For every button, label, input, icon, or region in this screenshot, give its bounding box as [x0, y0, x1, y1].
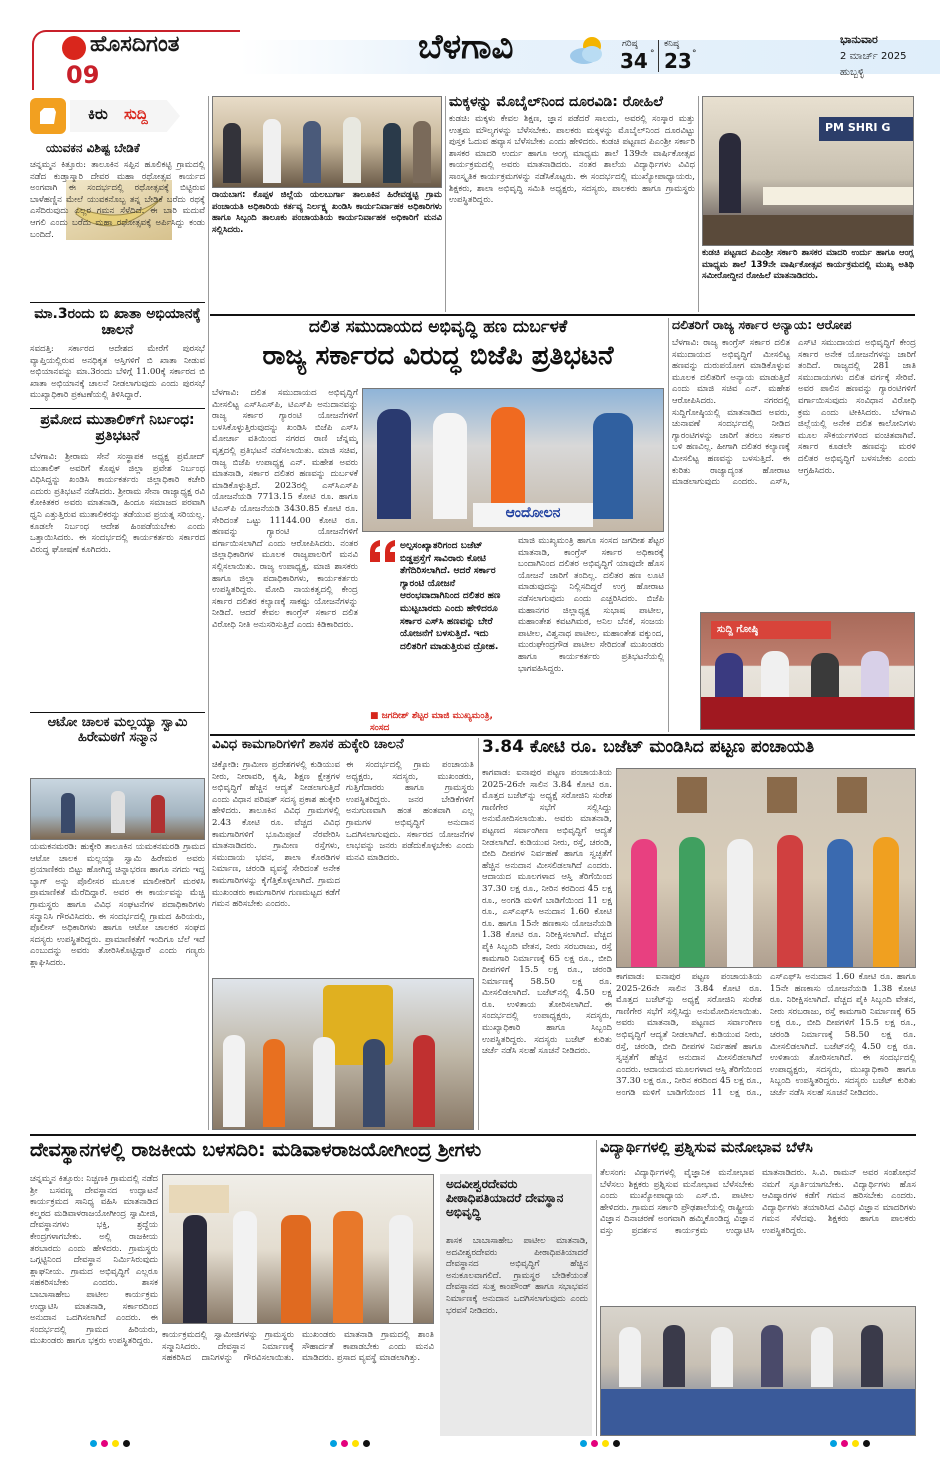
works-ceremony-photo [212, 978, 474, 1130]
quote-marks-icon [368, 538, 398, 564]
kirusuddi-story4-headline: ಆಟೋ ಚಾಲಕ ಮಲ್ಲಯ್ಯಾ ಸ್ವಾಮಿ ಹಿರೇಮಠಗೆ ಸನ್ಮಾನ [47, 716, 188, 745]
print-mark-cyan [330, 1440, 337, 1447]
print-mark-cyan [580, 1440, 587, 1447]
divider [210, 734, 915, 736]
weather-divider [658, 40, 659, 72]
masthead [0, 0, 945, 90]
kirusuddi-story1-headline: ಯುವಕನ ವಿಶಿಷ್ಟ ಬೇಡಿಕೆ [46, 142, 140, 155]
print-mark-yellow [852, 1440, 859, 1447]
temple-story-headline: ದೇವಸ್ಥಾನಗಳಲ್ಲಿ ರಾಜಕೀಯ ಬಳಸದಿರಿ: ಮಡಿವಾಳರಾಜಯೋಗೀಂದ್ರ ಶ್ರೀಗಳು [30, 1140, 482, 1161]
bjp-story-kicker: ದಲಿತ ಸಮುದಾಯದ ಅಭಿವೃದ್ಧಿ ಹಣ ದುರ್ಬಳಕೆ [308, 318, 568, 337]
right-story-body: ಬೆಳಗಾವಿ: ರಾಜ್ಯ ಕಾಂಗ್ರೆಸ್ ಸರ್ಕಾರ ದಲಿತ ಸಮುದಾಯದ ಅಭಿವೃದ್ಧಿಗೆ ಮೀಸಲಿಟ್ಟ ಹಣವನ್ನು ದುರುಪಯೋಗ ಮಾಡಿಕೊಳ್ಳುವ ಮೂಲಕ ದಲಿತರಿಗೆ ಅನ್ಯಾಯ ಮಾಡುತ್ತಿದೆ ಎಂದು ಮಾಜಿ ಸಚಿವ ಎನ್. ಮಹೇಶ ಆರೋಪಿಸಿದರು. ನಗರದಲ್ಲಿ ಸುದ್ದಿಗೋಷ್ಠಿಯಲ್ಲಿ ಮಾತನಾಡಿದ ಅವರು, ಚುನಾವಣೆ ಸಂದರ್ಭದಲ್ಲಿ ನೀಡಿದ ಗ್ಯಾರಂಟಿಗಳನ್ನು ಜಾರಿಗೆ ತರಲು ಸರ್ಕಾರ ಬಳಿ ಹಣವಿಲ್ಲ. ಹೀಗಾಗಿ ದಲಿತರ ಕಲ್ಯಾಣಕ್ಕೆ ಮೀಸಲಿಟ್ಟ ಹಣವನ್ನು ಬಳಸುತ್ತಿದೆ. ಈ ಕುರಿತು ರಾಜ್ಯಾದ್ಯಂತ ಹೋರಾಟ ಮಾಡಲಾಗುವುದು ಎಂದರು. ಎಸ್‌ಸಿ, ಎಸ್‌ಟಿ ಸಮುದಾಯದ ಅಭಿವೃದ್ಧಿಗೆ ಕೇಂದ್ರ ಸರ್ಕಾರ ಅನೇಕ ಯೋಜನೆಗಳನ್ನು ಜಾರಿಗೆ ತಂದಿದೆ. ರಾಜ್ಯದಲ್ಲಿ 281 ಜಾತಿ ಸಮುದಾಯಗಳು ದಲಿತ ವರ್ಗಕ್ಕೆ ಸೇರಿವೆ. ಅವರ ಪಾಲಿನ ಹಣವನ್ನು ಗ್ಯಾರಂಟಿಗಳಿಗೆ ವರ್ಗಾಯಿಸುವುದು ಸಂವಿಧಾನ ವಿರೋಧಿ ಕ್ರಮ ಎಂದು ಟೀಕಿಸಿದರು. ಬೆಳಗಾವಿ ಜಿಲ್ಲೆಯಲ್ಲಿ ಅನೇಕ ದಲಿತ ಕಾಲೋನಿಗಳು ಮೂಲ ಸೌಕರ್ಯಗಳಿಂದ ವಂಚಿತವಾಗಿವೆ. ಸರ್ಕಾರ ಕೂಡಲೇ ಹಣವನ್ನು ಮರಳಿ ದಲಿತರ ಅಭಿವೃದ್ಧಿಗೆ ಬಳಸಬೇಕು ಎಂದು ಆಗ್ರಹಿಸಿದರು. [672, 338, 916, 488]
temple-story-body: ಚನ್ನಮ್ಮನ ಕಿತ್ತೂರು: ನಿಚ್ಚಣಕಿ ಗ್ರಾಮದಲ್ಲಿ ನಡೆದ ಶ್ರೀ ಬಸವಣ್ಣ ದೇವಸ್ಥಾನದ ಉದ್ಘಾಟನೆ ಕಾರ್ಯಕ್ರಮದ ಸಾನಿಧ್ಯ ವಹಿಸಿ ಮಾತನಾಡಿದ ಕಲ್ಮಠದ ಮಡಿವಾಳರಾಜಯೋಗೀಂದ್ರ ಸ್ವಾಮೀಜಿ, ದೇವಸ್ಥಾನಗಳು ಭಕ್ತಿ, ಶ್ರದ್ಧೆಯ ಕೇಂದ್ರಗಳಾಗಬೇಕು. ಅಲ್ಲಿ ರಾಜಕೀಯ ತರಬಾರದು ಎಂದು ಹೇಳಿದರು. ಗ್ರಾಮಸ್ಥರು ಒಗ್ಗಟ್ಟಿನಿಂದ ದೇವಸ್ಥಾನ ನಿರ್ಮಿಸಿರುವುದು ಶ್ಲಾಘನೀಯ. ಗ್ರಾಮದ ಅಭಿವೃದ್ಧಿಗೆ ಎಲ್ಲರೂ ಸಹಕರಿಸಬೇಕು ಎಂದರು. ಶಾಸಕ ಬಾಬಾಸಾಹೇಬ ಪಾಟೀಲ ಕಾರ್ಯಕ್ರಮ ಉದ್ಘಾಟಿಸಿ ಮಾತನಾಡಿ, ಸರ್ಕಾರದಿಂದ ಅನುದಾನ ಒದಗಿಸಲಾಗಿದೆ ಎಂದರು. ಈ ಸಂದರ್ಭದಲ್ಲಿ ಗ್ರಾಮದ ಹಿರಿಯರು, ಮುಖಂಡರು ಹಾಗೂ ಭಕ್ತರು ಉಪಸ್ಥಿತರಿದ್ದರು. [30, 1174, 158, 1347]
divider [30, 1134, 916, 1136]
weather-icon [566, 32, 610, 68]
kirusuddi-story3-body: ಬೆಳಗಾವಿ: ಶ್ರೀರಾಮ ಸೇನೆ ಸಂಸ್ಥಾಪಕ ಅಧ್ಯಕ್ಷ ಪ್ರಮೋದ್ ಮುತಾಲಿಕ್ ಅವರಿಗೆ ಕೊಪ್ಪಳ ಜಿಲ್ಲಾ ಪ್ರವೇಶ ನಿರ್ಬಂಧ ವಿಧಿಸಿದ್ದನ್ನು ಖಂಡಿಸಿ ಕಾರ್ಯಕರ್ತರು ಜಿಲ್ಲಾಧಿಕಾರಿ ಕಚೇರಿ ಎದುರು ಪ್ರತಿಭಟನೆ ನಡೆಸಿದರು. ಶ್ರೀರಾಮ ಸೇನಾ ರಾಜ್ಯಾಧ್ಯಕ್ಷ ರವಿ ಕೋಕಿತಕರ ಅವರು ಮಾತನಾಡಿ, ಹಿಂದೂ ಸಮಾಜದ ಪರವಾಗಿ ಧ್ವನಿ ಎತ್ತುತ್ತಿರುವ ಮುತಾಲಿಕರನ್ನು ತಡೆಯುವ ಪ್ರಯತ್ನ ಸರಿಯಲ್ಲ. ಕೂಡಲೇ ನಿರ್ಬಂಧ ಆದೇಶ ಹಿಂಪಡೆಯಬೇಕು ಎಂದು ಒತ್ತಾಯಿಸಿದರು. ಈ ಸಂದರ್ಭದಲ್ಲಿ ಕಾರ್ಯಕರ್ತರು ಸರ್ಕಾರದ ವಿರುದ್ಧ ಘೋಷಣೆ ಕೂಗಿದರು. [30, 452, 205, 555]
press-meet-banner: ಸುದ್ದಿ ಗೋಷ್ಠಿ [711, 621, 831, 639]
bjp-story-body: ಬೆಳಗಾವಿ: ದಲಿತ ಸಮುದಾಯದ ಅಭಿವೃದ್ಧಿಗೆ ಮೀಸಲಿಟ್ಟ ಎಸ್‌ಸಿಎಸ್‌ಪಿ, ಟಿಎಸ್‌ಪಿ ಅನುದಾನವನ್ನು ರಾಜ್ಯ ಸರ್ಕಾರ ಗ್ಯಾರಂಟಿ ಯೋಜನೆಗಳಿಗೆ ಬಳಸಿಕೊಳ್ಳುತ್ತಿರುವುದನ್ನು ಖಂಡಿಸಿ ಬಿಜೆಪಿ ಎಸ್‌ಸಿ ಮೋರ್ಚಾ ವತಿಯಿಂದ ನಗರದ ರಾಣಿ ಚೆನ್ನಮ್ಮ ವೃತ್ತದಲ್ಲಿ ಪ್ರತಿಭಟನೆ ನಡೆಸಲಾಯಿತು. ಮಾಜಿ ಸಚಿವ, ರಾಜ್ಯ ಬಿಜೆಪಿ ಉಪಾಧ್ಯಕ್ಷ ಎನ್. ಮಹೇಶ ಅವರು ಮಾತನಾಡಿ, ಸರ್ಕಾರ ದಲಿತರ ಹಣವನ್ನು ದುರ್ಬಳಕೆ ಮಾಡಿಕೊಳ್ಳುತ್ತಿದೆ. 2023ರಲ್ಲಿ ಎಸ್‌ಸಿಎಸ್‌ಪಿ ಯೋಜನೆಯಡಿ 7713.15 ಕೋಟಿ ರೂ. ಹಾಗೂ ಟಿಎಸ್‌ಪಿ ಯೋಜನೆಯಡಿ 3430.85 ಕೋಟಿ ರೂ. ಸೇರಿದಂತೆ ಒಟ್ಟು 11144.00 ಕೋಟಿ ರೂ. ಹಣವನ್ನು ಗ್ಯಾರಂಟಿ ಯೋಜನೆಗಳಿಗೆ ವರ್ಗಾಯಿಸಲಾಗಿದೆ ಎಂದು ಆರೋಪಿಸಿದರು. ನಂತರ ಜಿಲ್ಲಾಧಿಕಾರಿಗಳ ಮೂಲಕ ರಾಜ್ಯಪಾಲರಿಗೆ ಮನವಿ ಸಲ್ಲಿಸಲಾಯಿತು. ರಾಜ್ಯ ಉಪಾಧ್ಯಕ್ಷ, ಮಾಜಿ ಶಾಸಕರು ಹಾಗೂ ಜಿಲ್ಲಾ ಪದಾಧಿಕಾರಿಗಳು, ಕಾರ್ಯಕರ್ತರು ಉಪಸ್ಥಿತರಿದ್ದರು. ಮೋದಿ ನಾಯಕತ್ವದಲ್ಲಿ ಕೇಂದ್ರ ಸರ್ಕಾರ ದಲಿತರ ಕಲ್ಯಾಣಕ್ಕೆ ಸಾಕಷ್ಟು ಯೋಜನೆಗಳನ್ನು ನೀಡಿದೆ. ಆದರೆ ಕೇವಲ ಕಾಂಗ್ರೆಸ್ ಸರ್ಕಾರ ದಲಿತ ವಿರೋಧಿ ನೀತಿ ಅನುಸರಿಸುತ್ತಿದೆ ಎಂದು ಕಿಡಿಕಾರಿದರು. [212, 388, 358, 630]
print-mark-cyan [830, 1440, 837, 1447]
date: 2 ಮಾರ್ಚ್ 2025 [840, 51, 907, 62]
budget-story-body-tail: ಕಾಗವಾಡ: ಐನಾಪುರ ಪಟ್ಟಣ ಪಂಚಾಯತಿಯ 2025-26ನೇ ಸಾಲಿನ 3.84 ಕೋಟಿ ರೂ. ಮೊತ್ತದ ಬಜೆಟ್‌ನ್ನು ಅಧ್ಯಕ್ಷೆ ಸರೋಜಿನಿ ಸುರೇಶ ಗಾಣಿಗೇರ ಸಭೆಗೆ ಸಲ್ಲಿಸಿದ್ದು ಅನುಮೋದಿಸಲಾಯಿತು. ಅವರು ಮಾತನಾಡಿ, ಪಟ್ಟಣದ ಸರ್ವಾಂಗೀಣ ಅಭಿವೃದ್ಧಿಗೆ ಆದ್ಯತೆ ನೀಡಲಾಗಿದೆ. ಕುಡಿಯುವ ನೀರು, ರಸ್ತೆ, ಚರಂಡಿ, ಬೀದಿ ದೀಪಗಳ ನಿರ್ವಹಣೆ ಹಾಗೂ ಸ್ವಚ್ಛತೆಗೆ ಹೆಚ್ಚಿನ ಅನುದಾನ ಮೀಸಲಿಡಲಾಗಿದೆ ಎಂದರು. ಆದಾಯದ ಮೂಲಗಳಾದ ಆಸ್ತಿ ತೆರಿಗೆಯಿಂದ 37.30 ಲಕ್ಷ ರೂ., ನೀರಿನ ಕರದಿಂದ 45 ಲಕ್ಷ ರೂ., ಅಂಗಡಿ ಮಳಿಗೆ ಬಾಡಿಗೆಯಿಂದ 11 ಲಕ್ಷ ರೂ., ಎಸ್‌ಎಫ್‌ಸಿ ಅನುದಾನ 1.60 ಕೋಟಿ ರೂ. ಹಾಗೂ 15ನೇ ಹಣಕಾಸು ಯೋಜನೆಯಡಿ 1.38 ಕೋಟಿ ರೂ. ನಿರೀಕ್ಷಿಸಲಾಗಿದೆ. ವೆಚ್ಚದ ಪೈಕಿ ಸಿಬ್ಬಂದಿ ವೇತನ, ನೀರು ಸರಬರಾಜು, ರಸ್ತೆ ಕಾಮಗಾರಿ ನಿರ್ಮಾಣಕ್ಕೆ 65 ಲಕ್ಷ ರೂ., ಬೀದಿ ದೀಪಗಳಿಗೆ 15.5 ಲಕ್ಷ ರೂ., ಚರಂಡಿ ನಿರ್ಮಾಣಕ್ಕೆ 58.50 ಲಕ್ಷ ರೂ. ಮೀಸಲಿಡಲಾಗಿದೆ. ಬಜೆಟ್‌ನಲ್ಲಿ 4.50 ಲಕ್ಷ ರೂ. ಉಳಿತಾಯ ತೋರಿಸಲಾಗಿದೆ. ಈ ಸಂದರ್ಭದಲ್ಲಿ ಉಪಾಧ್ಯಕ್ಷರು, ಸದಸ್ಯರು, ಮುಖ್ಯಾಧಿಕಾರಿ ಹಾಗೂ ಸಿಬ್ಬಂದಿ ಉಪಸ್ಥಿತರಿದ್ದರು. ಸದಸ್ಯರು ಬಜೆಟ್ ಕುರಿತು ಚರ್ಚೆ ನಡೆಸಿ ಸಲಹೆ ಸೂಚನೆ ನೀಡಿದರು. [616, 972, 916, 1098]
print-mark-yellow [112, 1440, 119, 1447]
divider [30, 302, 205, 303]
weather-min-temp: 23 [664, 50, 692, 73]
kirusuddi-story4-body: ಯಮಕನಮರಡಿ: ಹುಕ್ಕೇರಿ ತಾಲೂಕಿನ ಯಮಕನಮರಡಿ ಗ್ರಾಮದ ಆಟೋ ಚಾಲಕ ಮಲ್ಲಯ್ಯಾ ಸ್ವಾಮಿ ಹಿರೇಮಠ ಅವರು ಪ್ರಯಾಣಿಕರು ಬಿಟ್ಟು ಹೋಗಿದ್ದ ಚಿನ್ನಾಭರಣ ಹಾಗೂ ನಗದು ಇದ್ದ ಬ್ಯಾಗ್ ಅನ್ನು ಪೊಲೀಸರ ಮೂಲಕ ಮಾಲೀಕರಿಗೆ ಮರಳಿಸಿ ಪ್ರಾಮಾಣಿಕತೆ ಮೆರೆದಿದ್ದಾರೆ. ಅವರ ಈ ಕಾರ್ಯವನ್ನು ಮೆಚ್ಚಿ ಗ್ರಾಮಸ್ಥರು ಹಾಗೂ ವಿವಿಧ ಸಂಘಟನೆಗಳ ಪದಾಧಿಕಾರಿಗಳು ಸನ್ಮಾನಿಸಿ ಗೌರವಿಸಿದರು. ಈ ಸಂದರ್ಭದಲ್ಲಿ ಗ್ರಾಮದ ಹಿರಿಯರು, ಪೊಲೀಸ್ ಅಧಿಕಾರಿಗಳು ಹಾಗೂ ಆಟೋ ಚಾಲಕರ ಸಂಘದ ಸದಸ್ಯರು ಉಪಸ್ಥಿತರಿದ್ದರು. ಪ್ರಾಮಾಣಿಕತೆಗೆ ಇಂದಿಗೂ ಬೆಲೆ ಇದೆ ಎಂಬುದನ್ನು ಅವರು ತೋರಿಸಿಕೊಟ್ಟಿದ್ದಾರೆ ಎಂದು ಗಣ್ಯರು ಶ್ಲಾಘಿಸಿದರು. [30, 842, 205, 968]
print-mark-magenta [591, 1440, 598, 1447]
works-story-body2: ಈ ಸಂದರ್ಭದಲ್ಲಿ ಗ್ರಾಮ ಪಂಚಾಯತಿ ಅಧ್ಯಕ್ಷರು, ಸದಸ್ಯರು, ಮುಖಂಡರು, ಗುತ್ತಿಗೆದಾರರು ಹಾಗೂ ಗ್ರಾಮಸ್ಥರು ಉಪಸ್ಥಿತರಿದ್ದರು. ಜನರ ಬೇಡಿಕೆಗಳಿಗೆ ಅನುಗುಣವಾಗಿ ಹಂತ ಹಂತವಾಗಿ ಎಲ್ಲ ಗ್ರಾಮಗಳ ಅಭಿವೃದ್ಧಿಗೆ ಅನುದಾನ ಒದಗಿಸಲಾಗುವುದು. ಸರ್ಕಾರದ ಯೋಜನೆಗಳ ಲಾಭವನ್ನು ಜನರು ಪಡೆದುಕೊಳ್ಳಬೇಕು ಎಂದು ಮನವಿ ಮಾಡಿದರು. [346, 760, 474, 863]
column-rule [596, 1140, 597, 1436]
students-story-headline: ವಿದ್ಯಾರ್ಥಿಗಳಲ್ಲಿ ಪ್ರಶ್ನಿಸುವ ಮನೋಭಾವ ಬೆಳೆಸಿ [600, 1140, 813, 1156]
divider [210, 314, 915, 316]
budget-story-body-continued [616, 972, 916, 1130]
print-color-marks [90, 1440, 130, 1447]
print-mark-magenta [841, 1440, 848, 1447]
temple-sidebar-body: ಶಾಸಕ ಬಾಬಾಸಾಹೇಬ ಪಾಟೀಲ ಮಾತನಾಡಿ, ಅದವೀಶ್ವರದೇವರು ಪೀಠಾಧಿಪತಿಯಾದರೆ ದೇವಸ್ಥಾನದ ಅಭಿವೃದ್ಧಿಗೆ ಹೆಚ್ಚಿನ ಅನುಕೂಲವಾಗಲಿದೆ. ಗ್ರಾಮಸ್ಥರ ಬೇಡಿಕೆಯಂತೆ ದೇವಸ್ಥಾನದ ಸುತ್ತ ಕಾಂಪೌಂಡ್ ಹಾಗೂ ಸಭಾಭವನ ನಿರ್ಮಾಣಕ್ಕೆ ಅನುದಾನ ಒದಗಿಸಲಾಗುವುದು ಎಂದು ಭರವಸೆ ನೀಡಿದರು. [446, 1236, 588, 1316]
kirusuddi-label-a: ಕಿರು [88, 106, 108, 123]
kirusuddi-story2-headline: ಮಾ.3ರಂದು ಬಿ ಖಾತಾ ಅಭಿಯಾನಕ್ಕೆ ಚಾಲನೆ [34, 306, 201, 339]
budget-story-body: ಕಾಗವಾಡ: ಐನಾಪುರ ಪಟ್ಟಣ ಪಂಚಾಯತಿಯ 2025-26ನೇ ಸಾಲಿನ 3.84 ಕೋಟಿ ರೂ. ಮೊತ್ತದ ಬಜೆಟ್‌ನ್ನು ಅಧ್ಯಕ್ಷೆ ಸರೋಜಿನಿ ಸುರೇಶ ಗಾಣಿಗೇರ ಸಭೆಗೆ ಸಲ್ಲಿಸಿದ್ದು ಅನುಮೋದಿಸಲಾಯಿತು. ಅವರು ಮಾತನಾಡಿ, ಪಟ್ಟಣದ ಸರ್ವಾಂಗೀಣ ಅಭಿವೃದ್ಧಿಗೆ ಆದ್ಯತೆ ನೀಡಲಾಗಿದೆ. ಕುಡಿಯುವ ನೀರು, ರಸ್ತೆ, ಚರಂಡಿ, ಬೀದಿ ದೀಪಗಳ ನಿರ್ವಹಣೆ ಹಾಗೂ ಸ್ವಚ್ಛತೆಗೆ ಹೆಚ್ಚಿನ ಅನುದಾನ ಮೀಸಲಿಡಲಾಗಿದೆ ಎಂದರು. ಆದಾಯದ ಮೂಲಗಳಾದ ಆಸ್ತಿ ತೆರಿಗೆಯಿಂದ 37.30 ಲಕ್ಷ ರೂ., ನೀರಿನ ಕರದಿಂದ 45 ಲಕ್ಷ ರೂ., ಅಂಗಡಿ ಮಳಿಗೆ ಬಾಡಿಗೆಯಿಂದ 11 ಲಕ್ಷ ರೂ., ಎಸ್‌ಎಫ್‌ಸಿ ಅನುದಾನ 1.60 ಕೋಟಿ ರೂ. ಹಾಗೂ 15ನೇ ಹಣಕಾಸು ಯೋಜನೆಯಡಿ 1.38 ಕೋಟಿ ರೂ. ನಿರೀಕ್ಷಿಸಲಾಗಿದೆ. ವೆಚ್ಚದ ಪೈಕಿ ಸಿಬ್ಬಂದಿ ವೇತನ, ನೀರು ಸರಬರಾಜು, ರಸ್ತೆ ಕಾಮಗಾರಿ ನಿರ್ಮಾಣಕ್ಕೆ 65 ಲಕ್ಷ ರೂ., ಬೀದಿ ದೀಪಗಳಿಗೆ 15.5 ಲಕ್ಷ ರೂ., ಚರಂಡಿ ನಿರ್ಮಾಣಕ್ಕೆ 58.50 ಲಕ್ಷ ರೂ. ಮೀಸಲಿಡಲಾಗಿದೆ. ಬಜೆಟ್‌ನಲ್ಲಿ 4.50 ಲಕ್ಷ ರೂ. ಉಳಿತಾಯ ತೋರಿಸಲಾಗಿದೆ. ಈ ಸಂದರ್ಭದಲ್ಲಿ ಉಪಾಧ್ಯಕ್ಷರು, ಸದಸ್ಯರು, ಮುಖ್ಯಾಧಿಕಾರಿ ಹಾಗೂ ಸಿಬ್ಬಂದಿ ಉಪಸ್ಥಿತರಿದ್ದರು. ಸದಸ್ಯರು ಬಜೆಟ್ ಕುರಿತು ಚರ್ಚೆ ನಡೆಸಿ ಸಲಹೆ ಸೂಚನೆ ನೀಡಿದರು. [482, 768, 612, 1057]
science-day-photo [600, 1306, 916, 1436]
column-rule [478, 738, 479, 1130]
works-story-body: ಚಿಕ್ಕೋಡಿ: ಗ್ರಾಮೀಣ ಪ್ರದೇಶಗಳಲ್ಲಿ ಕುಡಿಯುವ ನೀರು, ನೀರಾವರಿ, ಕೃಷಿ, ಶಿಕ್ಷಣ ಕ್ಷೇತ್ರಗಳ ಅಭಿವೃದ್ಧಿಗೆ ಹೆಚ್ಚಿನ ಆದ್ಯತೆ ನೀಡಲಾಗುತ್ತಿದೆ ಎಂದು ವಿಧಾನ ಪರಿಷತ್ ಸದಸ್ಯ ಪ್ರಕಾಶ ಹುಕ್ಕೇರಿ ಹೇಳಿದರು. ತಾಲೂಕಿನ ವಿವಿಧ ಗ್ರಾಮಗಳಲ್ಲಿ 2.43 ಕೋಟಿ ರೂ. ವೆಚ್ಚದ ವಿವಿಧ ಕಾಮಗಾರಿಗಳಿಗೆ ಭೂಮಿಪೂಜೆ ನೆರವೇರಿಸಿ ಮಾತನಾಡಿದರು. ಗ್ರಾಮೀಣ ರಸ್ತೆಗಳು, ಸಮುದಾಯ ಭವನ, ಶಾಲಾ ಕೊಠಡಿಗಳ ನಿರ್ಮಾಣ, ಚರಂಡಿ ವ್ಯವಸ್ಥೆ ಸೇರಿದಂತೆ ಅನೇಕ ಕಾಮಗಾರಿಗಳನ್ನು ಕೈಗೆತ್ತಿಕೊಳ್ಳಲಾಗಿದೆ. ಗ್ರಾಮದ ಮುಖಂಡರು ಕಾಮಗಾರಿಗಳ ಗುಣಮಟ್ಟದ ಕಡೆಗೆ ಗಮನ ಹರಿಸಬೇಕು ಎಂದರು. [212, 760, 340, 910]
print-mark-yellow [352, 1440, 359, 1447]
kirusuddi-label [30, 96, 180, 136]
print-mark-cyan [90, 1440, 97, 1447]
logo-icon [62, 36, 86, 60]
print-color-marks [330, 1440, 370, 1447]
press-meet-photo [700, 612, 915, 730]
edition-title: ಬೆಳಗಾವಿ [418, 28, 514, 67]
column-rule [698, 96, 699, 312]
bjp-protest-photo [362, 388, 664, 532]
budget-meeting-photo [616, 768, 916, 968]
pm-shri-banner: PM SHRI G [819, 117, 914, 141]
city: ಹುಬ್ಬಳ್ಳಿ [840, 67, 865, 78]
bjp-quote-author: ■ ಜಗದೀಶ್ ಶೆಟ್ಟರ ಮಾಜಿ ಮುಖ್ಯಮಂತ್ರಿ, ಸಂಸದ [370, 711, 493, 733]
print-mark-black [863, 1440, 870, 1447]
top-story-3-caption: ಕುಡಚಿ ಪಟ್ಟಣದ ಪಿಎಂಶ್ರೀ ಸರ್ಕಾರಿ ಶಾಸಕರ ಮಾದರಿ ಉರ್ದು ಹಾಗೂ ಆಂಗ್ಲ ಮಾಧ್ಯಮ ಶಾಲೆ 139ನೇ ವಾರ್ಷಿಕೋತ್ಸವ ಕಾರ್ಯಕ್ರಮದಲ್ಲಿ ಮುಖ್ಯ ಅತಿಥಿ ಸಮೀರೋದ್ದೀನ ರೋಹಿಲೆ ಮಾತನಾಡಿದರು. [702, 248, 914, 281]
divider [30, 408, 205, 409]
top-story-1-caption: ರಾಯಬಾಗ: ಕೊಪ್ಪಳ ಜಿಲ್ಲೆಯ ಯಲಬುರ್ಗಾ ತಾಲೂಕಿನ ಹಿರೇವಡ್ಡಟ್ಟಿ ಗ್ರಾಮ ಪಂಚಾಯತಿ ಅಧಿಕಾರಿಯ ಕರ್ತವ್ಯ ನಿರ್ಲಕ್ಷ್ಯ ಖಂಡಿಸಿ ಕಾರ್ಯನಿರ್ವಾಹಕ ಅಧಿಕಾರಿಗಳು ಹಾಗೂ ಸಿಬ್ಬಂದಿ ತಾಲೂಕು ಪಂಚಾಯತಿಯ ಕಾರ್ಯನಿರ್ವಾಹಕ ಅಧಿಕಾರಿಗೆ ಮನವಿ ಸಲ್ಲಿಸಿದರು. [212, 190, 442, 235]
print-mark-black [123, 1440, 130, 1447]
temple-story-body2: ಕಾರ್ಯಕ್ರಮದಲ್ಲಿ ಸ್ವಾಮೀಜಿಗಳನ್ನು ಗ್ರಾಮಸ್ಥರು ಸನ್ಮಾನಿಸಿದರು. ದೇವಸ್ಥಾನ ನಿರ್ಮಾಣಕ್ಕೆ ಸಹಕರಿಸಿದ ದಾನಿಗಳನ್ನು ಗೌರವಿಸಲಾಯಿತು. ಮುಖಂಡರು ಮಾತನಾಡಿ ಗ್ರಾಮದಲ್ಲಿ ಶಾಂತಿ ಸೌಹಾರ್ದತೆ ಕಾಪಾಡಬೇಕು ಎಂದು ಮನವಿ ಮಾಡಿದರು. ಪ್ರಸಾದ ವ್ಯವಸ್ಥೆ ಮಾಡಲಾಗಿತ್ತು. [162, 1330, 434, 1364]
weather-min-label: ಕನಿಷ್ಠ [664, 39, 680, 49]
kirusuddi-story1-body: ಚನ್ನಮ್ಮನ ಕಿತ್ತೂರು: ತಾಲೂಕಿನ ಸಪ್ಪಿನ ಹೂಲಿಕಟ್ಟಿ ಗ್ರಾಮದಲ್ಲಿ ನಡೆದ ಕುಡ್ತಾಸ್ಮಾರಿ ದೇವರ ಮಹಾ ರಥೋತ್ಸವ ಕಾರ್ಯದ ಅಂಗವಾಗಿ ಈ ಸಂದರ್ಭದಲ್ಲಿ ರಥೋತ್ಸವಕ್ಕೆ ಬಿಟ್ಟಿರುವ ಬಾಳೆಹಣ್ಣಿನ ಮೇಲೆ ಯುವಕನೊಬ್ಬ ತನ್ನ ಬೇಡಿಕೆ ಬರೆದು ರಥಕ್ಕೆ ಎಸೆದಿರುವುದು ಎಲ್ಲರ ಗಮನ ಸೆಳೆದಿದೆ. ಈ ಬಾರಿ ಮದುವೆ ಆಗಲಿ ಎಂದು ಬರೆದು ಮಹಾ ರಥೋತ್ಸವಕ್ಕೆ ಅರ್ಪಿಸಿದ್ದು ಕಂಡು ಬಂದಿದೆ. [30, 160, 205, 240]
logo-text: ಹೊಸದಿಗಂತ [90, 32, 180, 57]
students-story-body: ತೆಲಸಂಗ: ವಿದ್ಯಾರ್ಥಿಗಳಲ್ಲಿ ವೈಜ್ಞಾನಿಕ ಮನೋಭಾವ ಬೆಳೆಸಲು ಶಿಕ್ಷಕರು ಪ್ರಶ್ನಿಸುವ ಮನೋಭಾವ ಬೆಳೆಸಬೇಕು ಎಂದು ಮುಖ್ಯೋಪಾಧ್ಯಾಯ ಎಸ್.ಬಿ. ಪಾಟೀಲ ಹೇಳಿದರು. ಗ್ರಾಮದ ಸರ್ಕಾರಿ ಪ್ರೌಢಶಾಲೆಯಲ್ಲಿ ರಾಷ್ಟ್ರೀಯ ವಿಜ್ಞಾನ ದಿನಾಚರಣೆ ಅಂಗವಾಗಿ ಹಮ್ಮಿಕೊಂಡಿದ್ದ ವಿಜ್ಞಾನ ವಸ್ತು ಪ್ರದರ್ಶನ ಕಾರ್ಯಕ್ರಮ ಉದ್ಘಾಟಿಸಿ ಮಾತನಾಡಿದರು. ಸಿ.ವಿ. ರಾಮನ್ ಅವರ ಸಂಶೋಧನೆ ನಮಗೆ ಸ್ಫೂರ್ತಿಯಾಗಬೇಕು. ವಿದ್ಯಾರ್ಥಿಗಳು ಹೊಸ ಆವಿಷ್ಕಾರಗಳ ಕಡೆಗೆ ಗಮನ ಹರಿಸಬೇಕು ಎಂದರು. ವಿದ್ಯಾರ್ಥಿಗಳು ತಯಾರಿಸಿದ ವಿವಿಧ ವಿಜ್ಞಾನ ಮಾದರಿಗಳು ಗಮನ ಸೆಳೆದವು. ಶಿಕ್ಷಕರು ಹಾಗೂ ಪಾಲಕರು ಉಪಸ್ಥಿತರಿದ್ದರು. [600, 1168, 916, 1236]
weather-max-label: ಗರಿಷ್ಠ [622, 39, 638, 49]
bjp-story-body2: ಮಾಜಿ ಮುಖ್ಯಮಂತ್ರಿ ಹಾಗೂ ಸಂಸದ ಜಗದೀಶ ಶೆಟ್ಟರ ಮಾತನಾಡಿ, ಕಾಂಗ್ರೆಸ್ ಸರ್ಕಾರ ಅಧಿಕಾರಕ್ಕೆ ಬಂದಾಗಿನಿಂದ ದಲಿತರ ಅಭಿವೃದ್ಧಿಗೆ ಯಾವುದೇ ಹೊಸ ಯೋಜನೆ ಜಾರಿಗೆ ತಂದಿಲ್ಲ. ದಲಿತರ ಹಣ ಲೂಟಿ ಮಾಡುವುದನ್ನು ನಿಲ್ಲಿಸದಿದ್ದರೆ ಉಗ್ರ ಹೋರಾಟ ನಡೆಸಲಾಗುವುದು ಎಂದು ಎಚ್ಚರಿಸಿದರು. ಬಿಜೆಪಿ ಮಹಾನಗರ ಜಿಲ್ಲಾಧ್ಯಕ್ಷ ಸುಭಾಷ ಪಾಟೀಲ, ಮಹಾಂತೇಶ ಕವಟಗಿಮಠ, ಅನಿಲ ಬೆನಕೆ, ಸಂಜಯ ಪಾಟೀಲ, ವಿಶ್ವನಾಥ ಪಾಟೀಲ, ಮಹಾಂತೇಶ ವಕ್ಕುಂದ, ಮುರುಘೇಂದ್ರಗೌಡ ಪಾಟೀಲ ಸೇರಿದಂತೆ ಮುಖಂಡರು ಹಾಗೂ ಕಾರ್ಯಕರ್ತರು ಪ್ರತಿಭಟನೆಯಲ್ಲಿ ಭಾಗವಹಿಸಿದ್ದರು. [518, 536, 664, 674]
top-story-2-headline: ಮಕ್ಕಳನ್ನು ಮೊಬೈಲ್‌ನಿಂದ ದೂರವಿಡಿ: ರೋಹಿಲೆ [449, 94, 663, 110]
logo-block [32, 30, 240, 90]
print-color-marks [580, 1440, 620, 1447]
day: ಭಾನುವಾರ [840, 34, 878, 46]
divider [30, 712, 205, 713]
school-anniversary-photo [702, 96, 914, 246]
works-story-headline: ವಿವಿಧ ಕಾಮಗಾರಿಗಳಿಗೆ ಶಾಸಕ ಹುಕ್ಕೇರಿ ಚಾಲನೆ [212, 738, 404, 752]
bjp-photo-banner: ಆಂದೋಲನ [473, 503, 593, 527]
kirusuddi-story3-headline: ಪ್ರಮೋದ ಮುತಾಲಿಕ್‌ಗೆ ನಿರ್ಬಂಧ: ಪ್ರತಿಭಟನೆ [40, 412, 195, 445]
weather-min-degree: ° [692, 49, 697, 59]
print-mark-magenta [101, 1440, 108, 1447]
auto-driver-photo [30, 778, 205, 840]
top-story-2-body: ಕುಡಚಿ: ಮಕ್ಕಳು ಕೇವಲ ಶಿಕ್ಷಣ, ಜ್ಞಾನ ಪಡೆದರೆ ಸಾಲದು, ಅವರಲ್ಲಿ ಸಂಸ್ಕಾರ ಮತ್ತು ಉತ್ತಮ ಮೌಲ್ಯಗಳನ್ನು ಬೆಳೆಸಬೇಕು. ಪಾಲಕರು ಮಕ್ಕಳನ್ನು ಮೊಬೈಲ್‌ನಿಂದ ದೂರವಿಟ್ಟು ಪುಸ್ತಕ ಓದುವ ಹವ್ಯಾಸ ಬೆಳೆಸಬೇಕು ಎಂದು ಹೇಳಿದರು. ಕುಡಚಿ ಪಟ್ಟಣದ ಪಿಎಂಶ್ರೀ ಸರ್ಕಾರಿ ಶಾಸಕರ ಮಾದರಿ ಉರ್ದು ಹಾಗೂ ಆಂಗ್ಲ ಮಾಧ್ಯಮ ಶಾಲೆ 139ನೇ ವಾರ್ಷಿಕೋತ್ಸವ ಕಾರ್ಯಕ್ರಮದಲ್ಲಿ ಅವರು ಮಾತನಾಡಿದರು. ನಂತರ ಶಾಲೆಯ ವಿದ್ಯಾರ್ಥಿಗಳು ವಿವಿಧ ಸಾಂಸ್ಕೃತಿಕ ಕಾರ್ಯಕ್ರಮಗಳನ್ನು ನಡೆಸಿಕೊಟ್ಟರು. ಈ ಸಂದರ್ಭದಲ್ಲಿ ಮುಖ್ಯೋಪಾಧ್ಯಾಯರು, ಶಿಕ್ಷಕರು, ಶಾಲಾ ಅಭಿವೃದ್ಧಿ ಸಮಿತಿ ಅಧ್ಯಕ್ಷರು, ಸದಸ್ಯರು, ಪಾಲಕರು ಹಾಗೂ ಗ್ರಾಮಸ್ಥರು ಉಪಸ್ಥಿತರಿದ್ದರು. [449, 114, 695, 206]
bjp-story-headline: ರಾಜ್ಯ ಸರ್ಕಾರದ ವಿರುದ್ಧ ಬಿಜೆಪಿ ಪ್ರತಿಭಟನೆ [262, 342, 614, 371]
print-mark-yellow [602, 1440, 609, 1447]
print-mark-black [363, 1440, 370, 1447]
column-rule [208, 96, 209, 1130]
print-color-marks [830, 1440, 870, 1447]
temple-felicitation-photo [162, 1174, 434, 1324]
bjp-quote: ಅಲ್ಪಸಂಖ್ಯಾತರಿಗಂದ ಬಜೆಟ್ ಬಿಡ್ಡಪ್ರಸ್ತೆಗೆ ಸಾವಿರಾರು ಕೋಟಿ ತೆಗೆದಿರಿಸಲಾಗಿದೆ. ಆದರೆ ಸರ್ಕಾರ ಗ್ಯಾರಂಟಿ ಯೋಜನೆ ಆರಂಭವಾದಾಗಿನಿಂದ ದಲಿತರ ಹಣ ಮುಟ್ಟಬಾರದು ಎಂದು ಹೇಳಿದರೂ ಸರ್ಕಾರ ಎಸ್‌ಸಿ ಹಣವನ್ನು ಬೇರೆ ಯೋಜನೆಗೆ ಬಳಸುತ್ತಿದೆ. ಇದು ದಲಿತರಿಗೆ ಮಾಡುತ್ತಿರುವ ದ್ರೋಹ. [400, 540, 501, 652]
budget-story-headline: 3.84 ಕೋಟಿ ರೂ. ಬಜೆಟ್ ಮಂಡಿಸಿದ ಪಟ್ಟಣ ಪಂಚಾಯತಿ [482, 738, 815, 757]
column-rule [668, 318, 669, 732]
kirusuddi-story2-body: ಸವದತ್ತಿ: ಸರ್ಕಾರದ ಆದೇಶದ ಮೇರೆಗೆ ಪುರಸಭೆ ವ್ಯಾಪ್ತಿಯಲ್ಲಿರುವ ಅನಧಿಕೃತ ಆಸ್ತಿಗಳಿಗೆ ಬಿ ಖಾತಾ ನೀಡುವ ಅಭಿಯಾನವನ್ನು ಮಾ.3ರಂದು ಬೆಳಿಗ್ಗೆ 11.00ಕ್ಕೆ ಸರ್ಕಾರದ ಬಿ ಖಾತಾ ಅಭಿಯಾನಕ್ಕೆ ಚಾಲನೆ ನೀಡಲಾಗುವುದು ಎಂದು ಪುರಸಭೆ ಮುಖ್ಯಾಧಿಕಾರಿ ಪ್ರಕಟಣೆಯಲ್ಲಿ ತಿಳಿಸಿದ್ದಾರೆ. [30, 344, 205, 401]
weather-max-temp: 34 [620, 50, 648, 73]
kirusuddi-label-b: ಸುದ್ದಿ [124, 106, 148, 123]
kirusuddi-hand-icon [30, 98, 66, 134]
print-mark-black [613, 1440, 620, 1447]
office-memorandum-photo [212, 96, 442, 188]
page-number: 09 [66, 62, 100, 89]
column-rule [445, 96, 446, 312]
print-mark-magenta [341, 1440, 348, 1447]
temple-sidebar-headline: ಅದವೀಶ್ವರದೇವರು ಪೀಠಾಧಿಪತಿಯಾದರೆ ದೇವಸ್ಥಾನ ಅಭಿವೃದ್ಧಿ [446, 1178, 564, 1219]
weather-max-degree: ° [650, 49, 655, 59]
right-story-headline: ದಲಿತರಿಗೆ ರಾಜ್ಯ ಸರ್ಕಾರ ಅನ್ಯಾಯ: ಆರೋಪ [672, 318, 852, 332]
